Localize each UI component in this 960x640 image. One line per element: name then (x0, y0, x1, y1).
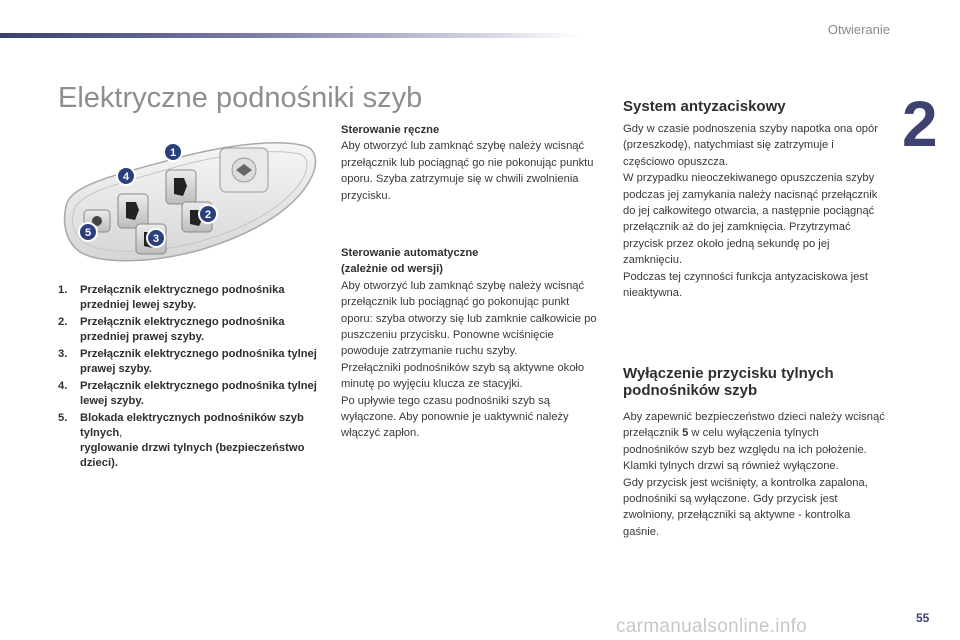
rear-disable-text-1: Aby zapewnić bezpieczeństwo dzieci należy wcisnąć przełącznik 5 w celu wyłączenia tylnych podnośników szyb bez względu na ich położenie. (623, 411, 885, 456)
manual-control-section (341, 122, 603, 204)
watermark: carmanualsonline.info (616, 616, 808, 637)
section-title: Otwieranie (827, 22, 890, 37)
automatic-control-text-1: Aby otworzyć lub zamknąć szybę należy wcisnąć przełącznik lub pociągnąć go pokonując punkt oporu: szyba otworzy się lub zamknie całkowicie po puszczeniu przycisku. Ponowne wciśnięcie powoduje zatrzymanie ruchu szyby. (341, 279, 597, 358)
svg-text:2: 2 (204, 209, 212, 221)
anti-pinch-text-2: W przypadku nieoczekiwanego opuszczenia szyby podczas jej zamykania należy nacisnąć przełącznik do jej całkowitego otwarcia, a następnie pociągnąć przełącznik aż do jej zamknięcia. Przytrzymać przycisk przez około jedną sekundę po jej zamknięciu. (623, 172, 878, 267)
automatic-control-text-2: Przełączniki podnośników szyb są aktywne około minutę po wyjęciu klucza ze stacyjki. (341, 361, 585, 391)
list-item: 5. Blokada elektrycznych podnośników szyb tylnych, ryglowanie drzwi tylnych (bezpieczeństwo dzieci). (58, 412, 305, 469)
automatic-control-section (341, 245, 603, 442)
switch-list (58, 283, 323, 473)
svg-text:3: 3 (152, 233, 160, 245)
page-title: Elektryczne podnośniki szyb (58, 82, 423, 115)
anti-pinch-text-1: Gdy w czasie podnoszenia szyby napotka ona opór (przeszkodę), natychmiast się zatrzymuje i częściowo opuszcza. (623, 123, 878, 168)
window-switch-panel-diagram (60, 136, 322, 272)
rear-disable-heading: Wyłączenie przycisku tylnych podnośników szyb (623, 365, 834, 399)
header-rule (0, 33, 580, 38)
list-item: 3. Przełącznik elektrycznego podnośnika tylnej prawej szyby. (58, 348, 317, 375)
rear-disable-text-3: Gdy przycisk jest wciśnięty, a kontrolka zapalona, podnośniki są wyłączone. Gdy przycisk jest zwolniony, przełączniki są aktywne - kontrolka gaśnie. (623, 476, 868, 538)
anti-pinch-text-3: Podczas tej czynności funkcja antyzaciskowa jest nieaktywna. (623, 270, 868, 300)
list-item: 1. Przełącznik elektrycznego podnośnika przedniej lewej szyby. (58, 284, 285, 311)
manual-control-heading: Sterowanie ręczne (341, 124, 440, 136)
page-number: 55 (916, 611, 930, 625)
svg-text:1: 1 (169, 147, 177, 159)
manual-control-text: Aby otworzyć lub zamknąć szybę należy wcisnąć przełącznik lub pociągnąć go nie pokonując punktu oporu. Szyba zatrzymuje się w chwili zwolnienia przycisku. (341, 140, 594, 202)
automatic-control-heading: Sterowanie automatyczne (zależnie od wersji) (341, 247, 479, 276)
automatic-control-text-3: Po upływie tego czasu podnośniki szyb są wyłączone. Aby ponownie je uaktywnić należy włączyć zapłon. (341, 394, 569, 440)
anti-pinch-section (623, 98, 885, 301)
rear-disable-text-2: Klamki tylnych drzwi są również wyłączone. (623, 460, 839, 473)
anti-pinch-heading: System antyzaciskowy (623, 98, 786, 115)
svg-text:5: 5 (84, 227, 92, 239)
rear-disable-section (623, 365, 885, 540)
chapter-number: 2 (902, 88, 938, 160)
svg-text:4: 4 (122, 171, 130, 183)
list-item: 4. Przełącznik elektrycznego podnośnika tylnej lewej szyby. (58, 380, 317, 407)
list-item: 2. Przełącznik elektrycznego podnośnika przedniej prawej szyby. (58, 316, 285, 343)
